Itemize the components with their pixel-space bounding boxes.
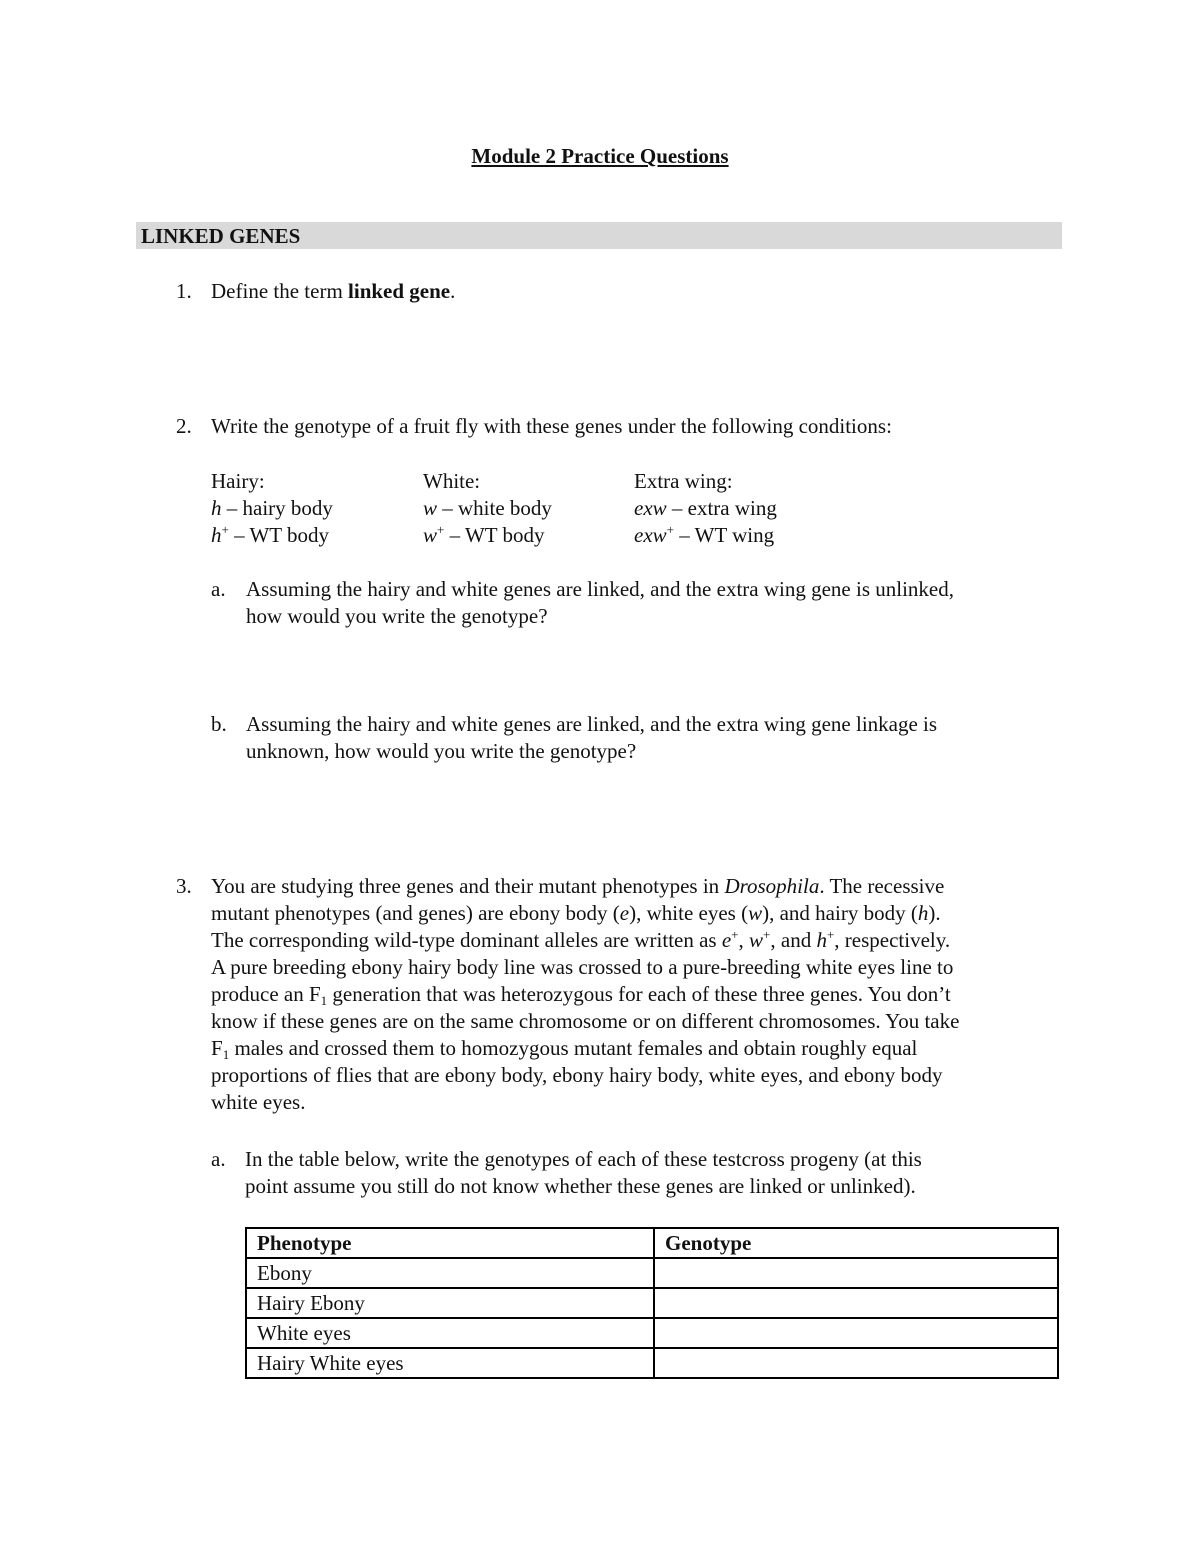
q2-text: Write the genotype of a fruit fly with these genes under the following conditions:	[211, 414, 892, 438]
genotype-answer-cell[interactable]	[654, 1348, 1058, 1378]
q2a-text: Assuming the hairy and white genes are linked, and the extra wing gene is unlinked, how would you write the genotype?	[246, 577, 954, 628]
q3a-text: In the table below, write the genotypes of each of these testcross progeny (at this point assume you still do not know whether these genes are linked or unlinked).	[245, 1147, 922, 1198]
q2a-label: a.	[211, 577, 226, 601]
table-header-genotype: Genotype	[654, 1228, 1058, 1258]
table-header-row	[246, 1228, 1058, 1258]
table-header-phenotype: Phenotype	[246, 1228, 654, 1258]
gene-hairy-header: Hairy:	[211, 469, 265, 493]
gene-extra-mutant: exw – extra wing	[634, 496, 777, 520]
table-row	[246, 1288, 1058, 1318]
gene-white-mutant: w – white body	[423, 496, 552, 520]
q2b-text: Assuming the hairy and white genes are linked, and the extra wing gene linkage is unknown, how would you write the genotype?	[246, 712, 938, 763]
table-row	[246, 1318, 1058, 1348]
gene-extra-header: Extra wing:	[634, 469, 733, 493]
table-row	[246, 1348, 1058, 1378]
genotype-answer-cell[interactable]	[654, 1258, 1058, 1288]
gene-white-header: White:	[423, 469, 481, 493]
genotype-table	[245, 1227, 1059, 1379]
section-title: LINKED GENES	[141, 224, 301, 248]
q1-term: linked gene	[348, 279, 451, 303]
gene-hairy-column	[211, 468, 333, 549]
gene-hairy-wildtype: h+ – WT body	[211, 522, 329, 547]
gene-extra-wildtype: exw+ – WT wing	[634, 522, 775, 547]
q1-number: 1.	[176, 279, 192, 303]
q2-number: 2.	[176, 414, 192, 438]
gene-white-wildtype: w+ – WT body	[423, 522, 545, 547]
gene-hairy-mutant: h – hairy body	[211, 496, 333, 520]
q3-number: 3.	[176, 874, 192, 898]
q3a-label: a.	[211, 1147, 226, 1171]
phenotype-cell: White eyes	[246, 1318, 654, 1348]
q1-text: Define the term linked gene.	[211, 279, 456, 303]
page-title: Module 2 Practice Questions	[471, 144, 729, 168]
phenotype-cell: Ebony	[246, 1258, 654, 1288]
table-row	[246, 1258, 1058, 1288]
genotype-answer-cell[interactable]	[654, 1318, 1058, 1348]
gene-extra-wing-column	[634, 468, 777, 549]
q2b-label: b.	[211, 712, 227, 736]
gene-white-column	[423, 468, 552, 549]
phenotype-cell: Hairy White eyes	[246, 1348, 654, 1378]
genotype-answer-cell[interactable]	[654, 1288, 1058, 1318]
q3-paragraph: You are studying three genes and their mutant phenotypes in Drosophila. The recessive mutant phenotypes (and genes) are ebony body (e), white eyes (w), and hairy body (h). The corresponding wild-type dominant alleles are written as e+, w+, and h+, respectively. A pure breeding ebony hairy body line was crossed to a pure-breeding white eyes line to produce an $F_1$ generation that was heterozygous for each of these three genes. You don’t know if these genes are on the same chromosome or on different chromosomes. You take $F_1$ males and crossed them to homozygous mutant females and obtain roughly equal proportions of flies that are ebony body, ebony hairy body, white eyes, and ebony body white eyes.	[211, 874, 960, 1114]
section-header	[136, 222, 1062, 249]
phenotype-cell: Hairy Ebony	[246, 1288, 654, 1318]
